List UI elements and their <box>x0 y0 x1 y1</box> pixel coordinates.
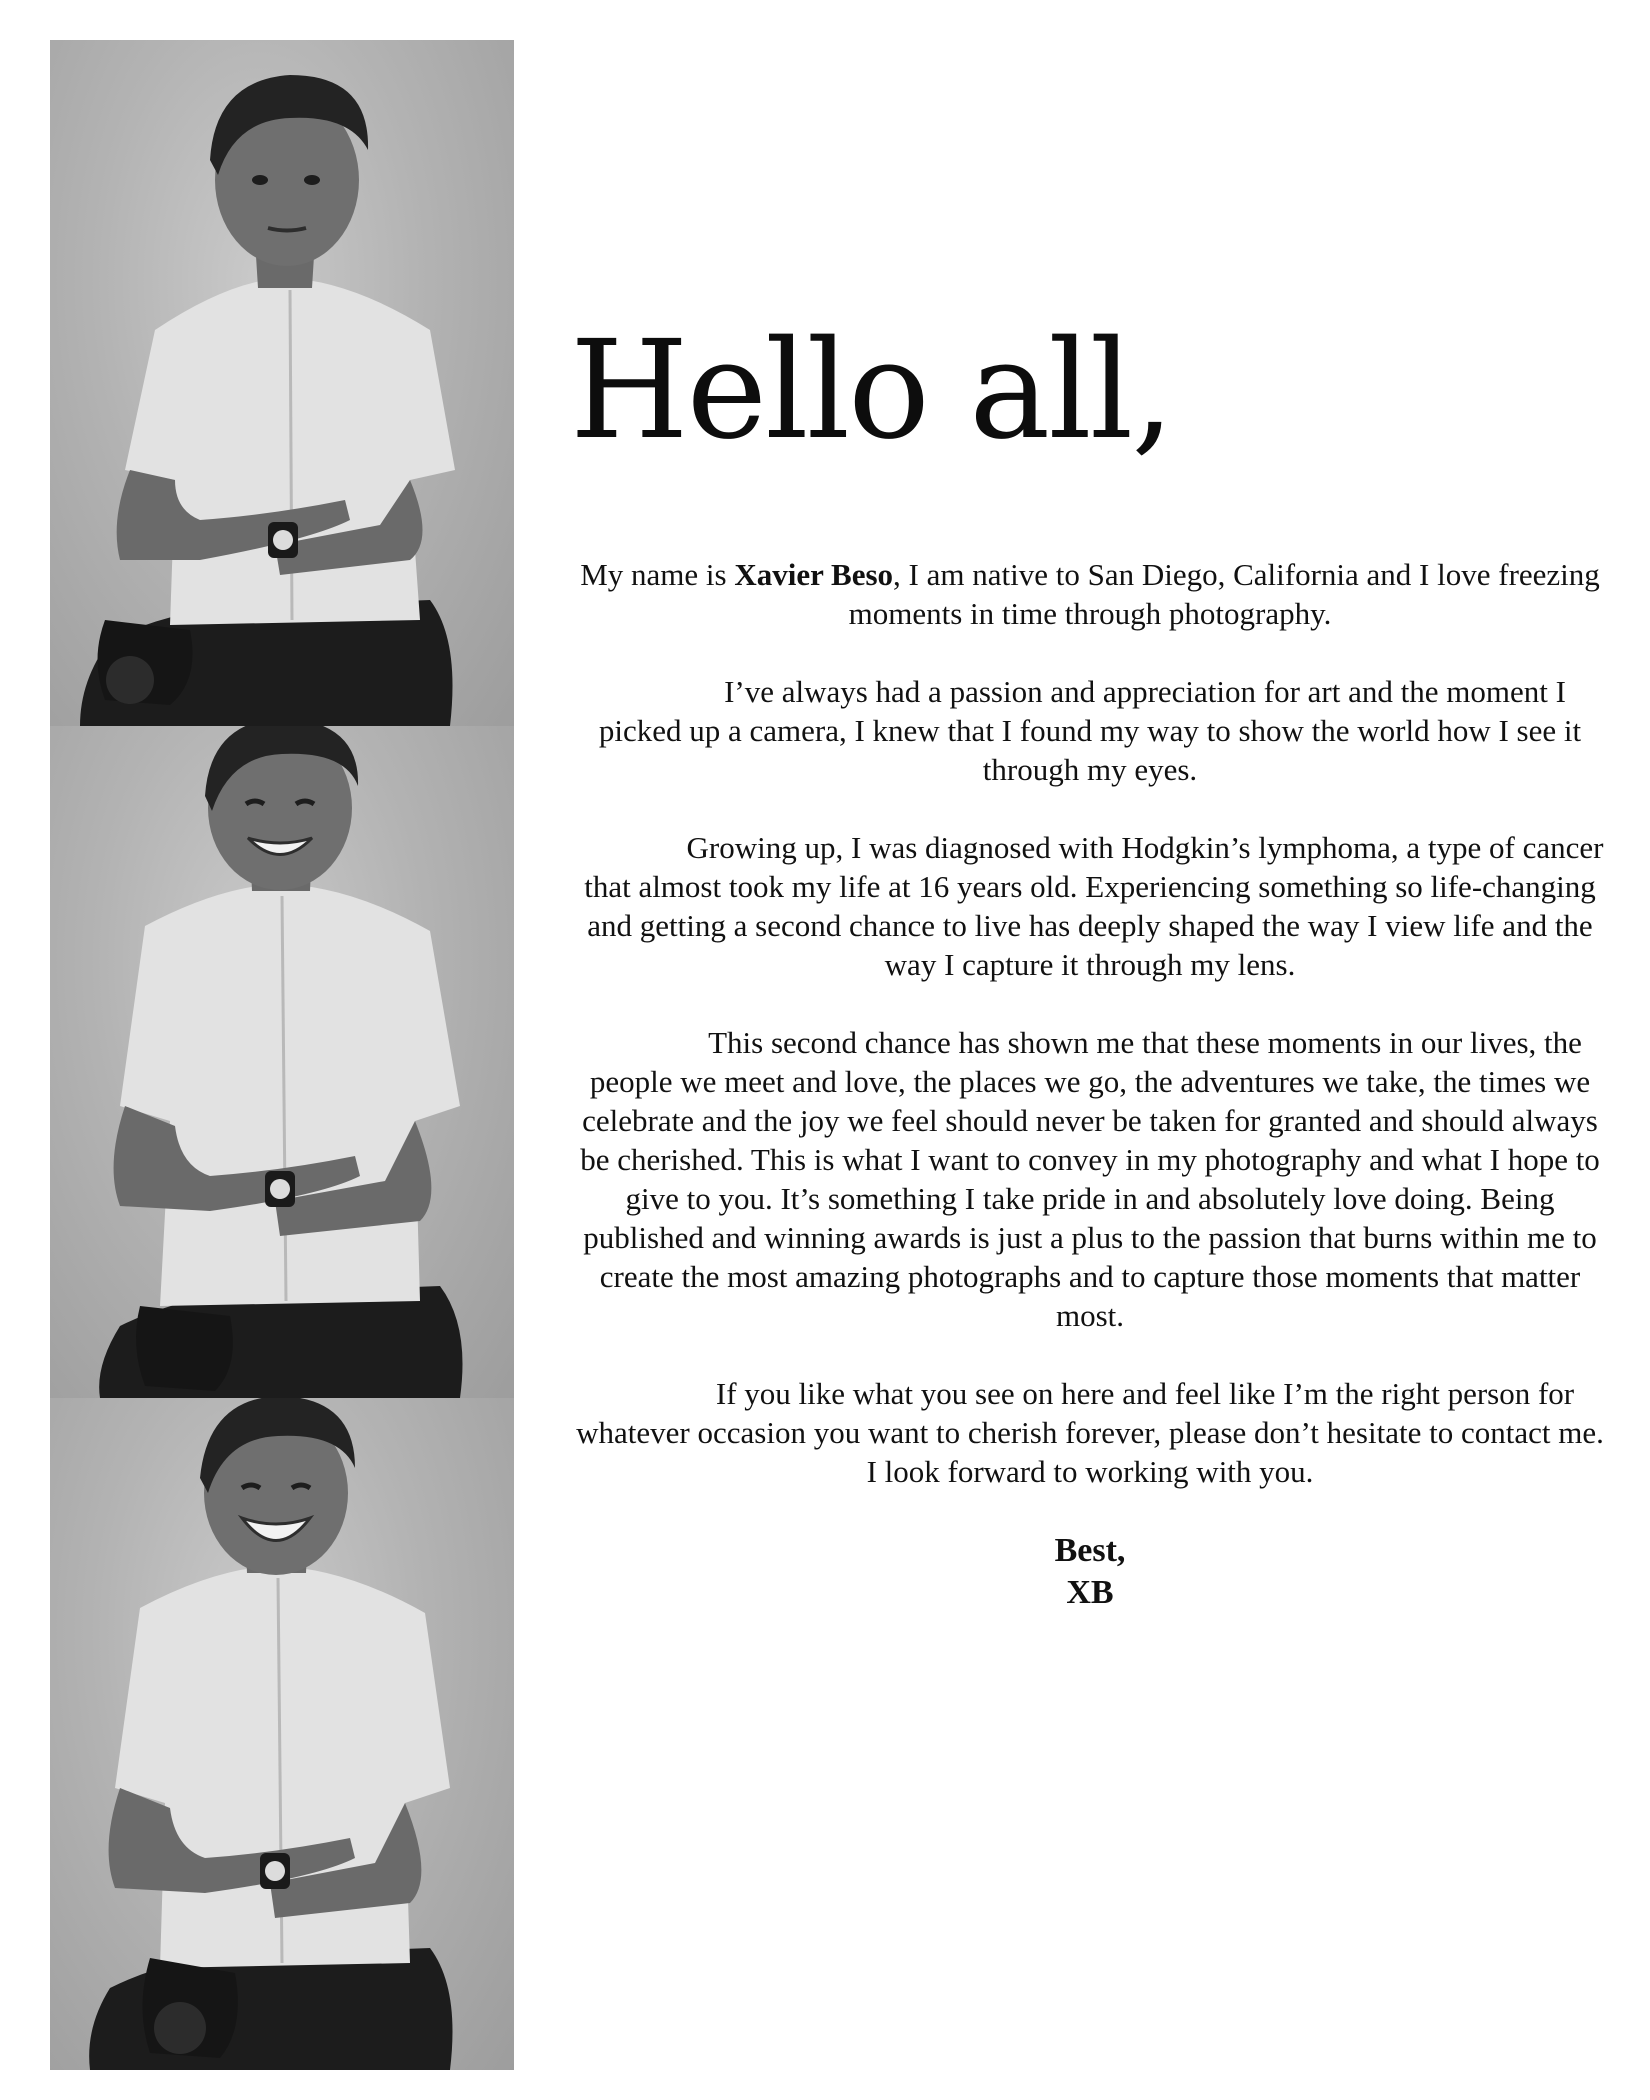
portrait-photo-smiling <box>50 726 514 1398</box>
intro-suffix: , I am native to San Diego, California and I love freezing moments in time through photography. <box>848 556 1600 631</box>
about-letter <box>570 312 1610 1614</box>
paragraph-passion <box>570 672 1610 789</box>
signoff <box>570 1530 1610 1614</box>
portrait-laughing-figure <box>50 1398 514 2070</box>
portrait-photo-laughing <box>50 1398 514 2070</box>
portrait-neutral-figure <box>50 40 514 726</box>
letter-body <box>570 555 1610 1491</box>
greeting-heading: Hello all, <box>570 312 1173 470</box>
paragraph-second-chance-text: This second chance has shown me that these moments in our lives, the people we meet and love, the places we go, the adventures we take, the times we celebrate and the joy we feel should never be taken for granted and should always be cherished. This is what I want to convey in my photography and what I hope to give to you. It’s something I take pride in and absolutely love doing. Being published and winning awards is just a plus to the passion that burns within me to create the most amazing photographs and to capture those moments that matter most. <box>580 1024 1600 1333</box>
author-name: Xavier Beso <box>734 556 894 592</box>
portrait-photo-neutral <box>50 40 514 726</box>
signoff-initials: XB <box>1066 1573 1114 1611</box>
paragraph-passion-text: I’ve always had a passion and appreciation for art and the moment I picked up a camera, I knew that I found my way to show the world how I see it through my eyes. <box>598 673 1582 787</box>
paragraph-second-chance <box>570 1023 1610 1335</box>
paragraph-lymphoma-text: Growing up, I was diagnosed with Hodgkin’s lymphoma, a type of cancer that almost took my life at 16 years old. Experiencing something so life-changing and getting a second chance to live has deeply shaped the way I view life and the way I capture it through my lens. <box>584 829 1604 982</box>
portrait-smiling-figure <box>50 726 514 1398</box>
intro-prefix: My name is <box>580 556 735 592</box>
signoff-closing: Best, <box>1054 1531 1126 1569</box>
portrait-photo-strip <box>50 40 514 2070</box>
paragraph-contact <box>570 1374 1610 1491</box>
paragraph-contact-text: If you like what you see on here and feel like I’m the right person for whatever occasion you want to cherish forever, please don’t hesitate to contact me. I look forward to working with you. <box>576 1375 1604 1489</box>
intro-paragraph <box>570 555 1610 633</box>
paragraph-lymphoma <box>570 828 1610 984</box>
